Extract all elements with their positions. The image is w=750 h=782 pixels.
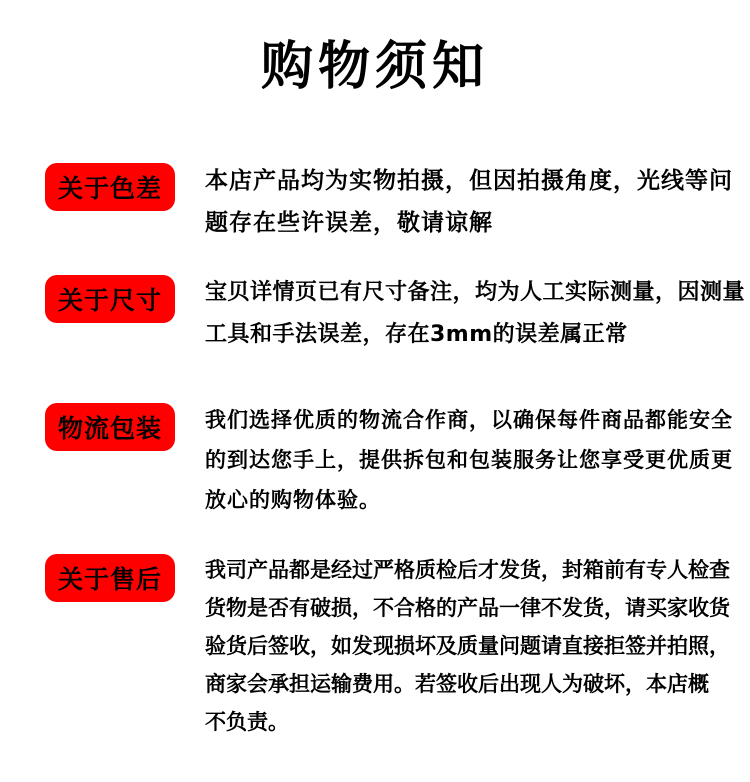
section-text-line: 不负责。 [205, 710, 289, 734]
section-text-line: 本店产品均为实物拍摄，但因拍摄角度，光线等问 [205, 168, 733, 194]
section-text-after-sale [205, 551, 730, 741]
section-text-logistics-packaging [205, 400, 733, 520]
notice-section-size [45, 272, 750, 356]
section-text-line: 放心的购物体验。 [205, 488, 381, 512]
notice-section-after-sale [45, 551, 750, 741]
section-badge-after-sale: 关于售后 [45, 554, 175, 602]
section-text-line: 商家会承担运输费用。若签收后出现人为破坏，本店概 [205, 672, 709, 696]
notice-section-logistics-packaging [45, 400, 750, 520]
section-text-line: 我们选择优质的物流合作商，以确保每件商品都能安全 [205, 408, 733, 432]
section-text-line: 题存在些许误差，敬请谅解 [205, 210, 493, 236]
section-text-line: 宝贝详情页已有尺寸备注，均为人工实际测量，因测量 [205, 280, 746, 305]
section-text-color-difference [205, 160, 733, 244]
notice-section-color-difference [45, 160, 750, 244]
section-badge-color-difference: 关于色差 [45, 163, 175, 211]
section-badge-logistics-packaging: 物流包装 [45, 403, 175, 451]
page-title: 购物须知 [260, 37, 489, 97]
section-text-line: 的到达您手上，提供拆包和包装服务让您享受更优质更 [205, 448, 733, 472]
section-text-size [205, 272, 745, 356]
section-text-line: 我司产品都是经过严格质检后才发货，封箱前有专人检查 [205, 558, 730, 582]
section-text-line: 货物是否有破损，不合格的产品一律不发货，请买家收货 [205, 596, 730, 620]
section-text-line: 工具和手法误差，存在3mm的误差属正常 [205, 322, 628, 347]
section-badge-size: 关于尺寸 [45, 275, 175, 323]
section-text-line: 验货后签收，如发现损坏及质量问题请直接拒签并拍照， [205, 634, 730, 658]
